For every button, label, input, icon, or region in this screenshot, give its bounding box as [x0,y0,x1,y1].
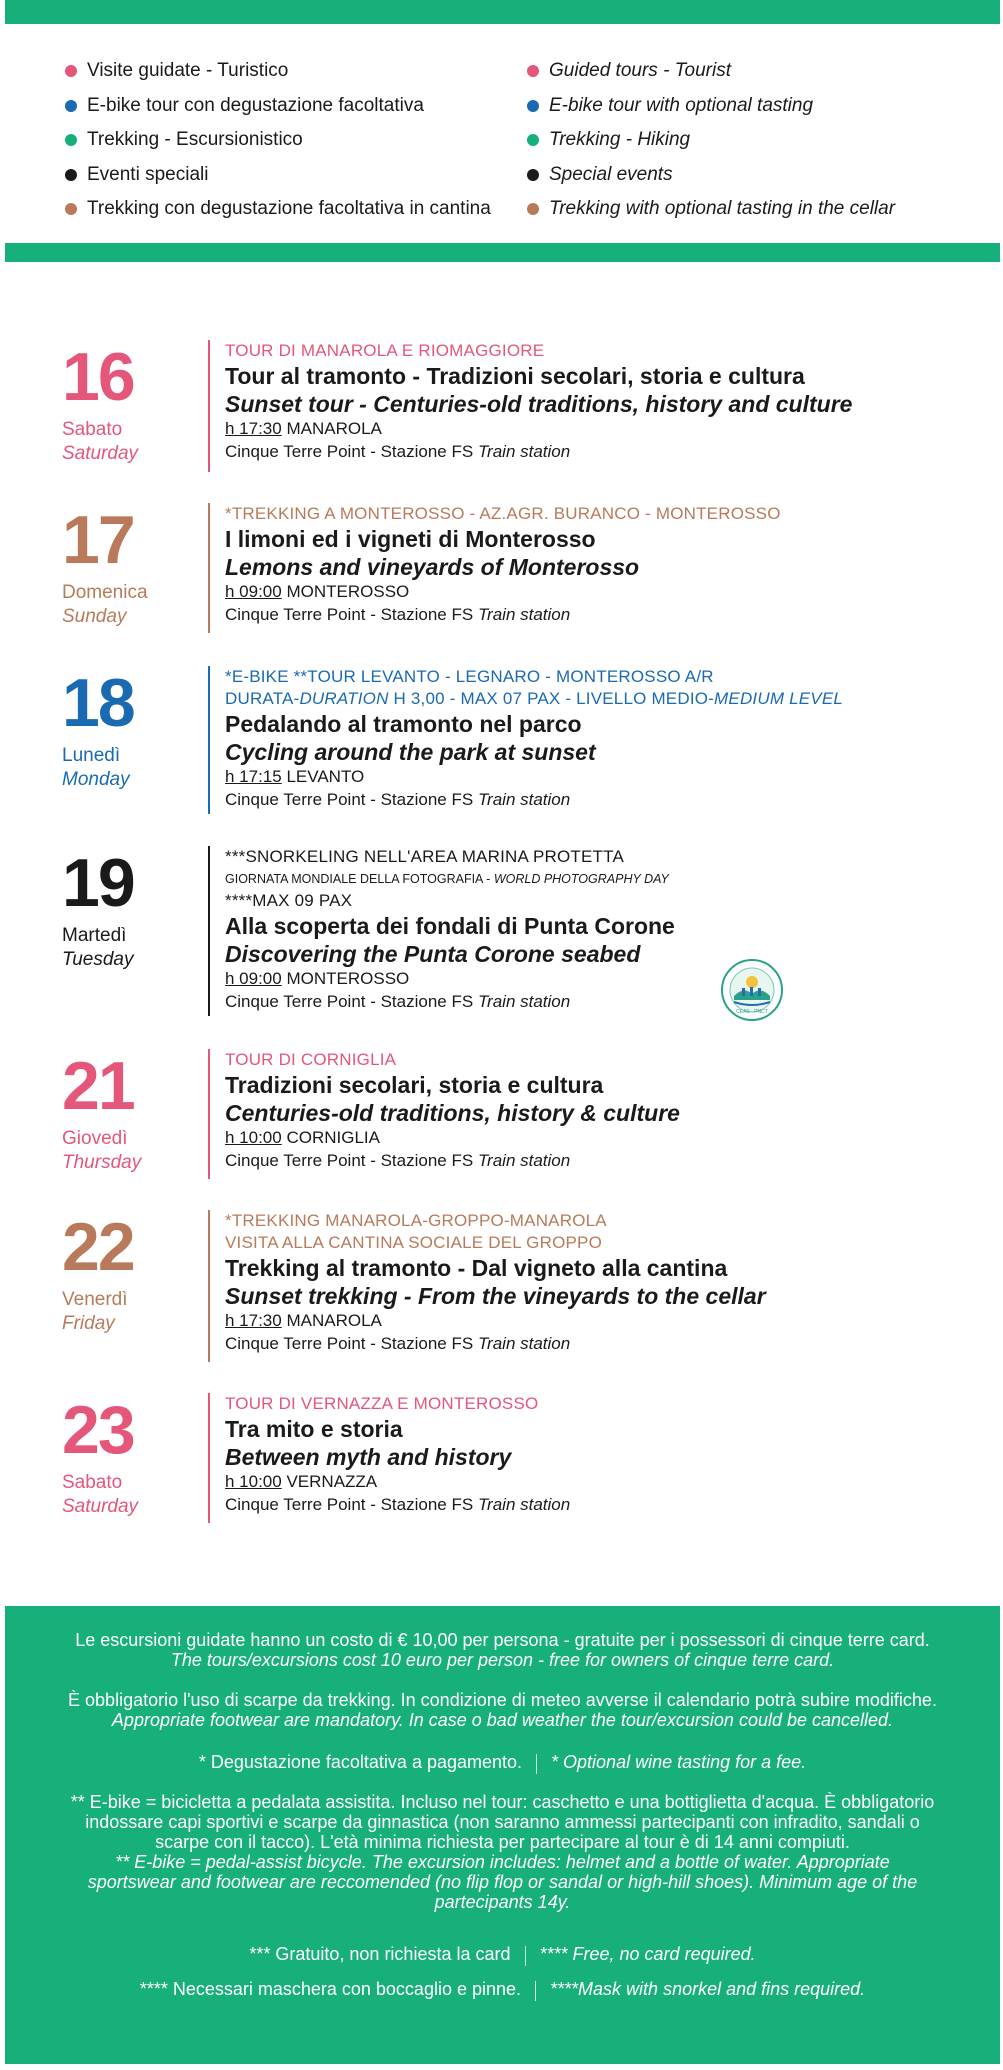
mask-it: **** Necessari maschera con boccaglio e pinne. [139,1979,522,1999]
event-title: Pedalando al tramonto nel parco [225,711,582,737]
event-divider [208,846,210,1016]
meeting-point [225,1493,985,1516]
duration-detail: H 3,00 - MAX 07 PAX - LIVELLO MEDIO- [388,689,715,708]
day-name-en: Saturday [62,1496,139,1517]
event-date [62,1392,202,1519]
event-title: Alla scoperta dei fondali di Punta Corone [225,913,675,939]
event-title-en: Sunset trekking - From the vineyards to the cellar [225,1283,766,1309]
event-time: h 10:00 [225,1472,282,1491]
event-title: Tradizioni secolari, storia e cultura [225,1072,604,1098]
shoes-note [45,1690,960,1730]
day-name-en: Thursday [62,1152,142,1173]
event-subcategory: VISITA ALLA CANTINA SOCIALE DEL GROPPO [225,1233,603,1252]
legend-item [527,123,895,158]
day-number: 18 [62,665,134,741]
separator [535,1981,536,2001]
station-it: Cinque Terre Point - Stazione FS [225,992,478,1011]
event-place: LEVANTO [286,767,365,786]
event-title-en: Between myth and history [225,1444,512,1470]
event-info [225,846,985,1013]
event-title: Tra mito e storia [225,1416,403,1442]
legend-item [527,192,895,227]
event-time-place [225,1310,985,1332]
station-en: Train station [477,1334,571,1353]
event-18 [62,666,962,826]
mask-en: ****Mask with snorkel and fins required. [550,1979,866,1999]
event-time: h 17:30 [225,1311,282,1330]
separator [525,1946,526,1966]
photo-day-it: GIORNATA MONDIALE DELLA FOTOGRAFIA [225,872,483,886]
legend [5,24,1000,242]
event-time: h 09:00 [225,582,282,601]
duration-label-en: DURATION [299,689,389,708]
legend-label: Trekking con degustazione facoltativa in cantina [87,198,491,220]
event-place: MANAROLA [286,419,382,438]
day-name-en: Monday [62,769,130,790]
legend-label: Eventi speciali [87,163,209,185]
station-en: Train station [477,1151,571,1170]
day-number: 21 [62,1048,134,1124]
legend-item [527,89,895,124]
event-21 [62,1049,962,1184]
event-divider [208,503,210,633]
footer-notes [5,1606,1000,2064]
legend-item [527,54,895,89]
legend-label: E-bike tour con degustazione facoltativa [87,94,424,116]
event-22 [62,1210,962,1365]
legend-label: Trekking - Hiking [549,129,691,151]
event-time-place [225,766,985,788]
station-en: Train station [477,1495,571,1514]
pink-dot-icon [527,65,539,77]
ebike-note [45,1792,960,1912]
day-number: 16 [62,339,134,415]
day-number: 22 [62,1209,134,1285]
event-divider [208,1393,210,1523]
ceas-badge-icon [720,958,784,1022]
day-name-it: Lunedì [62,745,121,766]
event-title-en: Cycling around the park at sunset [225,739,596,765]
day-name-it: Domenica [62,582,148,603]
event-date [62,845,202,972]
event-title: I limoni ed i vigneti di Monterosso [225,526,596,552]
black-dot-icon [65,169,77,181]
station-en: Train station [477,790,571,809]
meeting-point [225,603,985,626]
free-en: **** Free, no card required. [539,1944,756,1964]
station-it: Cinque Terre Point - Stazione FS [225,1151,478,1170]
event-place: CORNIGLIA [286,1128,380,1147]
event-time: h 17:15 [225,767,282,786]
cost-en: The tours/excursions cost 10 euro per person - free for owners of cinque terre card. [170,1650,835,1670]
legend-english [527,54,895,227]
event-title: Tour al tramonto - Tradizioni secolari, storia e cultura [225,363,805,389]
event-category: *E-BIKE **TOUR LEVANTO - LEGNARO - MONTEROSSO A/R [225,667,714,686]
legend-label: Guided tours - Tourist [549,60,731,82]
tasting-note [45,1752,960,1774]
meeting-point [225,440,985,463]
ebike-en-line: sportswear and footwear are reccomended (no flip flop or sandal or high-hill shoes). Minimum age of the [87,1872,918,1892]
separator [536,1754,537,1774]
legend-item [65,123,491,158]
event-info [225,1049,985,1172]
legend-italian [65,54,491,227]
event-time-place [225,1127,985,1149]
meeting-point [225,1332,985,1355]
event-16 [62,340,962,475]
photo-day-sep: - [482,872,494,886]
event-title-en: Centuries-old traditions, history & culture [225,1100,680,1126]
event-date [62,1209,202,1336]
meeting-point [225,990,985,1013]
event-title: Trekking al tramonto - Dal vigneto alla cantina [225,1255,728,1281]
brown-dot-icon [65,203,77,215]
station-it: Cinque Terre Point - Stazione FS [225,605,478,624]
event-title-en: Lemons and vineyards of Monterosso [225,554,640,580]
day-name-en: Sunday [62,606,127,627]
event-capacity: ****MAX 09 PAX [225,891,353,910]
legend-item [65,158,491,193]
event-time-place [225,1471,985,1493]
cost-note [45,1630,960,1670]
legend-label: Special events [549,163,673,185]
station-it: Cinque Terre Point - Stazione FS [225,790,478,809]
station-it: Cinque Terre Point - Stazione FS [225,1334,478,1353]
event-divider [208,1049,210,1179]
legend-bottom-bar [5,243,1000,262]
station-it: Cinque Terre Point - Stazione FS [225,442,478,461]
ebike-en-line: partecipants 14y. [434,1892,571,1912]
event-subcategory [225,868,985,890]
meeting-point [225,1149,985,1172]
event-divider [208,1210,210,1362]
event-category: ***SNORKELING NELL'AREA MARINA PROTETTA [225,847,624,866]
station-en: Train station [477,605,571,624]
event-info [225,340,985,463]
free-note [45,1944,960,1966]
legend-item [527,158,895,193]
event-time: h 10:00 [225,1128,282,1147]
event-time: h 09:00 [225,969,282,988]
duration-label: DURATA- [225,689,300,708]
day-number: 23 [62,1392,134,1468]
day-name-it: Sabato [62,419,123,440]
event-19 [62,846,962,1016]
ebike-it-line: scarpe con il tacco). L'età minima richiesta per partecipare al tour è di 14 anni compiuti. [155,1832,850,1852]
day-number: 19 [62,845,134,921]
event-title-en: Discovering the Punta Corone seabed [225,941,641,967]
legend-label: Trekking - Escursionistico [87,129,303,151]
black-dot-icon [527,169,539,181]
event-place: VERNAZZA [286,1472,378,1491]
day-name-it: Venerdì [62,1289,128,1310]
day-name-en: Saturday [62,443,139,464]
mask-note [45,1979,960,2001]
badge-text: CEAS - PNCT [736,1009,768,1015]
meeting-point [225,788,985,811]
cost-it: Le escursioni guidate hanno un costo di € 10,00 per persona - gratuite per i possessori di cinque terre card. [75,1630,930,1650]
shoes-en: Appropriate footwear are mandatory. In case o bad weather the tour/excursion could be cancelled. [111,1710,894,1730]
event-divider [208,340,210,472]
event-category: *TREKKING MANAROLA-GROPPO-MANAROLA [225,1211,607,1230]
green-dot-icon [527,134,539,146]
legend-label: Trekking with optional tasting in the cellar [549,198,896,220]
event-time-place [225,581,985,603]
event-title-en: Sunset tour - Centuries-old traditions, history and culture [225,391,853,417]
day-name-en: Tuesday [62,949,134,970]
day-number: 17 [62,502,134,578]
top-green-bar [5,0,1000,24]
legend-item [65,89,491,124]
blue-dot-icon [65,100,77,112]
event-category: TOUR DI MANAROLA E RIOMAGGIORE [225,341,545,360]
event-date [62,665,202,792]
event-divider [208,666,210,814]
event-date [62,339,202,466]
event-info [225,1210,985,1355]
event-date [62,1048,202,1175]
ebike-it-line: ** E-bike = bicicletta a pedalata assistita. Incluso nel tour: caschetto e una bottiglietta d'acqua. È obbligatorio [70,1792,935,1812]
free-it: *** Gratuito, non richiesta la card [249,1944,511,1964]
day-name-it: Martedì [62,925,127,946]
legend-label: E-bike tour with optional tasting [549,94,814,116]
legend-label: Visite guidate - Turistico [87,60,289,82]
event-category: TOUR DI VERNAZZA E MONTEROSSO [225,1394,539,1413]
event-place: MONTEROSSO [286,969,410,988]
green-dot-icon [65,134,77,146]
event-time: h 17:30 [225,419,282,438]
event-23 [62,1393,962,1528]
pink-dot-icon [65,65,77,77]
event-duration [225,688,985,710]
ebike-it-line: indossare capi sportivi e scarpe da ginnastica (non saranno ammessi partecipanti con infradito, sandali o [85,1812,920,1832]
level-en: MEDIUM LEVEL [714,689,844,708]
event-date [62,502,202,629]
tasting-it: * Degustazione facoltativa a pagamento. [198,1752,523,1772]
station-it: Cinque Terre Point - Stazione FS [225,1495,478,1514]
event-17 [62,503,962,638]
event-category: *TREKKING A MONTEROSSO - AZ.AGR. BURANCO - MONTEROSSO [225,504,781,523]
ebike-en-line: ** E-bike = pedal-assist bicycle. The excursion includes: helmet and a bottle of water. Appropriate [115,1852,890,1872]
day-name-en: Friday [62,1313,115,1334]
brown-dot-icon [527,203,539,215]
station-en: Train station [477,442,571,461]
event-info [225,503,985,626]
event-time-place [225,968,985,990]
legend-item [65,192,491,227]
event-info [225,666,985,811]
station-en: Train station [477,992,571,1011]
event-time-place [225,418,985,440]
legend-item [65,54,491,89]
day-name-it: Sabato [62,1472,123,1493]
event-info [225,1393,985,1516]
event-category: TOUR DI CORNIGLIA [225,1050,397,1069]
blue-dot-icon [527,100,539,112]
shoes-it: È obbligatorio l'uso di scarpe da trekking. In condizione di meteo avverse il calendario potrà subire modifiche. [68,1690,937,1710]
day-name-it: Giovedì [62,1128,128,1149]
tasting-en: * Optional wine tasting for a fee. [551,1752,807,1772]
event-place: MANAROLA [286,1311,382,1330]
photo-day-en: WORLD PHOTOGRAPHY DAY [493,872,669,886]
event-place: MONTEROSSO [286,582,410,601]
